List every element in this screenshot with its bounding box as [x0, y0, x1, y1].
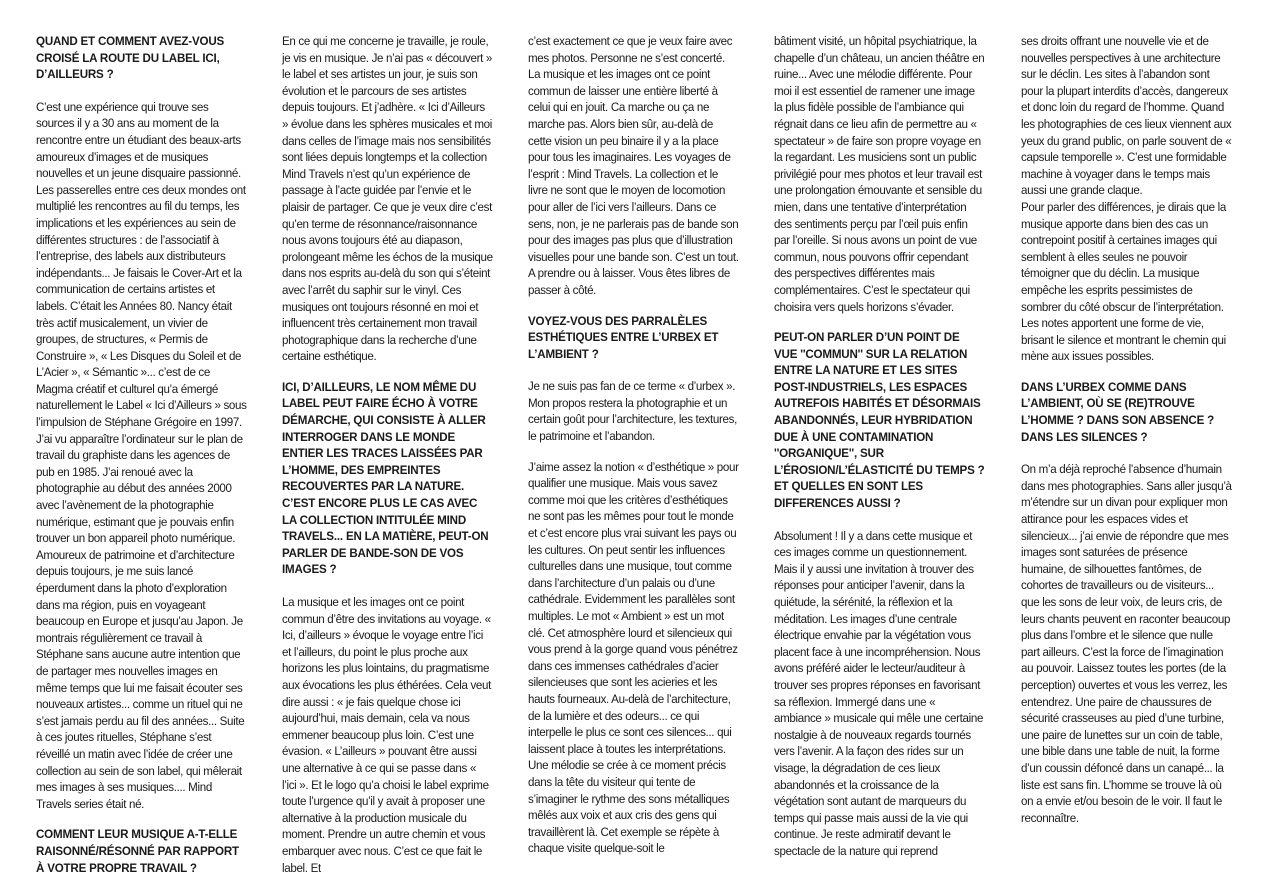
question-heading: QUAND ET COMMENT AVEZ-VOUS CROISÉ LA ROUTE DU LABEL ICI, D’AILLEURS ? [36, 34, 225, 82]
question-heading: ICI, D’AILLEURS, LE NOM MÊME DU LABEL PEUT FAIRE ÉCHO À VOTRE DÉMARCHE, QUI CONSISTE À ALLER INTERROGER DANS LE MONDE ENTIER LES TRACES LAISSÉES PAR L’HOMME, DES EMPREINTES RECOUVERTES PAR LA NATURE. C’EST ENCORE PLUS LE CAS AVEC LA COLLECTION INTITULÉE MIND TRAVELS... EN LA MATIÈRE, PEUT-ON PARLER DE BANDE-SON DE VOS IMAGES ? [282, 379, 489, 577]
question-heading: VOYEZ-VOUS DES PARRALÈLES ESTHÉTIQUES ENTRE L’URBEX ET L’AMBIENT ? [528, 313, 719, 361]
answer-paragraph: C’est une expérience qui trouve ses sources il y a 30 ans au moment de la rencontre entre un étudiant des beaux-arts amoureux d’images et de musiques nouvelles et un jeune disquaire passionné. Les passerelles entre ces deux mondes ont multiplié les rencontres au fil du temps, les implications et les expériences au sein de différentes structures : de l’associatif à l’entreprise, des labels aux distributeurs indépendants... Je faisais le Cover-Art et la communication de certains artistes et labels. C’était les Années 80. Nancy était très actif musicalement, un vivier de groupes, de structures, « Permis de Construire », « Les Disques du Soleil et de L’Acier », « Sémantic »... c’est de ce Magma créatif et culturel qu’a émergé naturellement le Label « Ici d’Ailleurs » sous l’impulsion de Stéphane Grégoire en 1997. J’ai vu apparaître l’ordinateur sur le plan de travail du graphiste dans les agences de pub en 1985. J’ai renoué avec la photographie au début des années 2000 avec l’avènement de la photographie numérique, estimant que je pouvais enfin trouver un bon appareil photo numérique. Amoureux de patrimoine et d’architecture depuis toujours, je me suis lancé éperdument dans la photo d’exploration dans ma région, puis en voyageant beaucoup en Europe et jusqu’au Japon. Je montrais régulièrement ce travail à Stéphane sans aucune autre intention que de partager mes nouvelles images en même temps que lui me faisait écouter ses nouveaux artistes... comme un rituel qui ne s’est jamais perdu au fil des années... Suite à ces joutes rituelles, Stéphane s’est réveillé un matin avec l’idée de créer une collection au sein de son label, qui mêlerait mes images à ses musiques.... Mind Travels series était né. [36, 99, 247, 811]
answer-paragraph: c’est exactement ce que je veux faire avec mes photos. Personne ne s’est concerté. La musique et les images ont ce point commun de laisser une entière liberté à celui qui en jouit. Ca marche ou ça ne marche pas. Alors bien sûr, au-delà de cette vision un peu binaire il y a la place pour tous les imaginaires. Les voyages de l’esprit : Mind Travels. La collection et le livre ne sont que le moyen de locomotion pour aller de l’ici vers l’ailleurs. Dans ce sens, non, je ne parlerais pas de bande son pour des images pas plus que d’illustration visuelles pour une bande son. C’est un tout. A prendre ou à laisser. Vous êtes libres de passer à côté. [528, 34, 739, 297]
answer-paragraph: ses droits offrant une nouvelle vie et de nouvelles perspectives à une architecture sur le déclin. Les sites à l’abandon sont pour la plupart interdits d’accès, dangereux et donc loin du regard de l’homme. Quand les photographies de ces lieux viennent aux yeux du grand public, on parle souvent de « capsule temporelle ». C’est une formidable machine à voyager dans le temps mais aussi une grande claque. [1021, 34, 1232, 198]
answer-paragraph: On m’a déjà reproché l’absence d’humain dans mes photographies. Sans aller jusqu’à m’étendre sur un divan pour expliquer mon attirance pour les espaces vides et silencieux... j’ai envie de répondre que mes images sont saturées de présence humaine, de silhouettes fantômes, de cohortes de travailleurs ou de visiteurs... que les sons de leur voix, de leurs cris, de leurs chants peuvent en raconter beaucoup plus dans l’ombre et le silence que nulle part ailleurs. C’est la force de l’imagination au pouvoir. Laissez toutes les portes (de la perception) ouvertes et vous les verrez, les entendrez. Une paire de chaussures de sécurité crasseuses au pied d’une turbine, une paire de lunettes sur un coin de table, une bible dans une table de nuit, la forme d’un coussin défoncé dans un canapé... la liste est sans fin. L’homme se trouve là où on a envie et/ou besoin de le voir. Il faut le reconnaître. [1021, 462, 1232, 825]
answer-paragraph: La musique et les images ont ce point commun d’être des invitations au voyage. « Ici, d’ailleurs » évoque le voyage entre l’ici et l’ailleurs, du point le plus proche aux horizons les plus lointains, du pragmatisme aux évocations les plus éthérées. Cela veut dire aussi : « je fais quelque chose ici aujourd’hui, mais demain, cela va nous emmener beaucoup plus loin. C’est une évasion. « L’ailleurs » pouvant être aussi une alternative à ce qui se passe dans « l’ici ». Et le logo qu’a choisi le label exprime toute l’urgence qu’il y avait à proposer une alternative à la production musicale du moment. Prendre un autre chemin et vous embarquer avec nous. C’est ce que fait le label. Et [282, 595, 492, 875]
answer-paragraph: Je ne suis pas fan de ce terme « d’urbex ». Mon propos restera la photographie et un certain goût pour l’architecture, les textures, le patrimoine et l’abandon. [528, 379, 737, 444]
text-column-4 [774, 33, 985, 874]
text-column-2 [282, 33, 493, 890]
answer-paragraph: bâtiment visité, un hôpital psychiatrique, la chapelle d’un château, un ancien théâtre en ruine... Avec une mélodie différente. Pour moi il est essentiel de ramener une image la plus fidèle possible de l’ambiance qui régnait dans ce lieu afin de permettre au « spectateur » de faire son propre voyage en la regardant. Les musiciens sont un public privilégié pour mes photos et leur travail est une prolongation émouvante et sensible du mien, dans une tentative d’interprétation des sentiments perçu par l’œil puis enfin par l’oreille. Si nous avons un point de vue commun, nous pouvons offrir cependant des perspectives différentes mais complémentaires. C’est le spectateur qui choisira vers quels horizons s’évader. [774, 34, 985, 314]
question-heading: DANS L’URBEX COMME DANS L’AMBIENT, OÙ SE (RE)TROUVE L’HOMME ? DANS SON ABSENCE ? DANS LES SILENCES ? [1021, 379, 1215, 444]
text-column-5 [1021, 33, 1232, 840]
answer-paragraph: J’aime assez la notion « d’esthétique » pour qualifier une musique. Mais vous savez comme moi que les critères d’esthétiques ne sont pas les mêmes pour tout le monde et c’est encore plus vrai suivant les pays ou les cultures. On peut sentir les influences culturelles dans une musique, tout comme dans l’architecture d’un palais ou d’une cathédrale. Evidemment les parallèles sont multiples. Le mot « Ambient » est un mot clé. Cet atmosphère lourd et silencieux qui vous prend à la gorge quand vous pénétrez dans ces immenses cathédrales d’acier silencieuses que sont les acieries et les hauts fourneaux. Au-delà de l’architecture, de la lumière et des odeurs... ce qui interpelle le plus ce sont ces silences... qui laissent place à toutes les interprétations. Une mélodie se crée à ce moment précis dans la tête du visiteur qui tente de s’imaginer le rythme des sons métalliques mêlés aux voix et aux cris des gens qui travaillèrent là. Cet exemple se répète à chaque visite quelque-soit le [528, 459, 739, 856]
question-heading: PEUT-ON PARLER D’UN POINT DE VUE ''COMMUN'' SUR LA RELATION ENTRE LA NATURE ET LES SITES POST-INDUSTRIELS, LES ESPACES AUTREFOIS HABITÉS ET DÉSORMAIS ABANDONNÉS, LEUR HYBRIDATION DUE À UNE CONTAMINATION ''ORGANIQUE'', SUR L’ÉROSION/L’ÉLASTICITÉ DU TEMPS ? ET QUELLES EN SONT LES DIFFERENCES AUSSI ? [774, 330, 985, 511]
answer-paragraph: Pour parler des différences, je dirais que la musique apporte dans bien des cas un contrepoint positif à certaines images qui semblent à elles seules ne pouvoir témoigner que du déclin. La musique empêche les esprits pessimistes de sombrer du côté obscur de l’interprétation. Les notes apportent une forme de vie, brisant le silence et montrant le chemin qui mène aux issues possibles. [1021, 199, 1226, 364]
question-heading: COMMENT LEUR MUSIQUE A-T-ELLE RAISONNÉ/RÉSONNÉ PAR RAPPORT À VOTRE PROPRE TRAVAIL ? [36, 827, 239, 875]
answer-paragraph: Absolument ! Il y a dans cette musique et ces images comme un questionnement. Mais il y aussi une invitation à trouver des réponses pour anticiper l’avenir, dans la quiétude, la sérénité, la réflexion et la méditation. Les images d’une centrale électrique envahie par la végétation vous placent face à une incompréhension. Nous avons préféré aider le lecteur/auditeur à trouver ses propres réponses en favorisant sa réflexion. Immergé dans une « ambiance » musicale qui mêle une certaine nostalgie à de nouveaux regards tournés vers l’avenir. A la façon des rides sur un visage, la dégradation de ces lieux abandonnés et la croissance de la végétation sont autant de marqueurs du temps qui passe mais aussi de la vie qui continue. Je reste admiratif devant le spectacle de la nature qui reprend [774, 528, 984, 858]
answer-paragraph: En ce qui me concerne je travaille, je roule, je vis en musique. Je n’ai pas « découvert » le label et ses artistes un jour, je suis son évolution et le parcours de ses artistes depuis toujours. Et j’adhère. « Ici d’Ailleurs » évolue dans les sphères musicales et moi dans celles de l’image mais nos sensibilités sont liées depuis longtemps et la collection Mind Travels n’est qu’un expérience de passage à l’acte guidée par l’envie et le plaisir de partager. Ce que je veux dire c’est qu’en terme de résonnance/raisonnance nous avons toujours été au diapason, prolongeant même les échos de la musique dans nos esprits au-delà du son qui s’éteint avec l’arrêt du saphir sur le vinyl. Ces musiques ont toujours résonné en moi et influencent très certainement mon travail photographique dans la recherche d’une certaine esthétique. [282, 34, 493, 364]
text-column-1 [36, 33, 247, 892]
text-column-3 [528, 33, 739, 871]
